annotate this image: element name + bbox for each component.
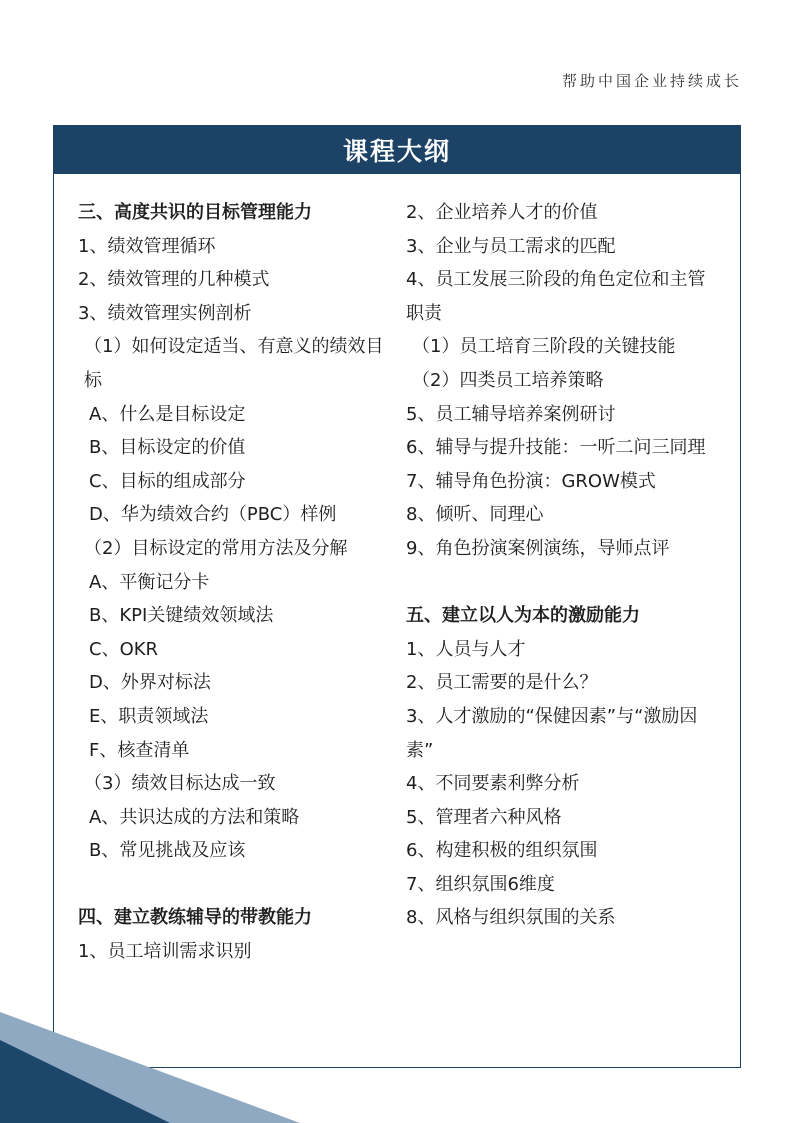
outline-item: 8、倾听、同理心 <box>406 504 544 526</box>
company-tagline: 帮助中国企业持续成长 <box>561 72 742 90</box>
outline-item: 3、绩效管理实例剖析 <box>78 302 252 324</box>
outline-item: B、KPI关键绩效领域法 <box>89 605 274 627</box>
section-heading: 四、建立教练辅导的带教能力 <box>78 907 312 929</box>
outline-item: E、职责领域法 <box>89 705 209 727</box>
outline-item: A、共识达成的方法和策略 <box>89 806 300 828</box>
outline-item: 1、员工培训需求识别 <box>78 941 252 963</box>
outline-item: D、华为绩效合约（PBC）样例 <box>89 504 337 526</box>
outline-right-column <box>406 196 722 935</box>
outline-item: 1、人员与人才 <box>406 638 526 660</box>
outline-item: 2、企业培养人才的价值 <box>406 202 598 223</box>
outline-item: 3、企业与员工需求的匹配 <box>406 235 616 257</box>
outline-item: A、什么是目标设定 <box>89 403 246 425</box>
outline-item: 8、风格与组织氛围的关系 <box>406 907 616 929</box>
outline-item: （2）目标设定的常用方法及分解 <box>84 537 348 559</box>
outline-item: C、目标的组成部分 <box>89 470 246 492</box>
outline-item: A、平衡记分卡 <box>89 571 210 593</box>
page-title-banner <box>54 126 740 174</box>
section-heading: 三、高度共识的目标管理能力 <box>78 202 312 223</box>
page-title: 课程大纲 <box>342 137 451 166</box>
outline-item: B、常见挑战及应该 <box>89 840 246 862</box>
outline-item: 7、辅导角色扮演：GROW模式 <box>406 470 656 492</box>
outline-item: 6、辅导与提升技能：一听二问三同理 <box>406 437 706 459</box>
outline-item: （2）四类员工培养策略 <box>412 369 604 391</box>
outline-item: 3、人才激励的“保健因素”与“激励因素” <box>406 705 698 761</box>
outline-item: B、目标设定的价值 <box>89 437 246 459</box>
outline-item: 5、管理者六种风格 <box>406 806 562 828</box>
outline-item: 4、不同要素利弊分析 <box>406 773 580 795</box>
corner-decoration <box>0 1000 794 1123</box>
spacer <box>406 566 722 600</box>
outline-item: 6、构建积极的组织氛围 <box>406 840 598 862</box>
outline-item: 1、绩效管理循环 <box>78 235 216 257</box>
outline-item: （1）如何设定适当、有意义的绩效目标 <box>84 336 384 391</box>
outline-item: C、OKR <box>89 638 159 660</box>
outline-item: 5、员工辅导培养案例研讨 <box>406 403 616 425</box>
outline-item: （1）员工培育三阶段的关键技能 <box>412 336 676 358</box>
outline-item: 4、员工发展三阶段的角色定位和主管职责 <box>406 269 706 324</box>
outline-item: 2、员工需要的是什么？ <box>406 672 598 694</box>
section-heading: 五、建立以人为本的激励能力 <box>406 605 640 627</box>
outline-item: F、核查清单 <box>89 739 190 761</box>
outline-frame <box>53 125 741 1068</box>
outline-item: D、外界对标法 <box>89 672 211 694</box>
outline-item: 7、组织氛围6维度 <box>406 873 555 895</box>
outline-item: 9、角色扮演案例演练，导师点评 <box>406 537 670 559</box>
outline-left-column <box>78 196 394 969</box>
outline-item: （3）绩效目标达成一致 <box>84 773 276 795</box>
outline-item: 2、绩效管理的几种模式 <box>78 269 270 291</box>
spacer <box>78 868 394 902</box>
